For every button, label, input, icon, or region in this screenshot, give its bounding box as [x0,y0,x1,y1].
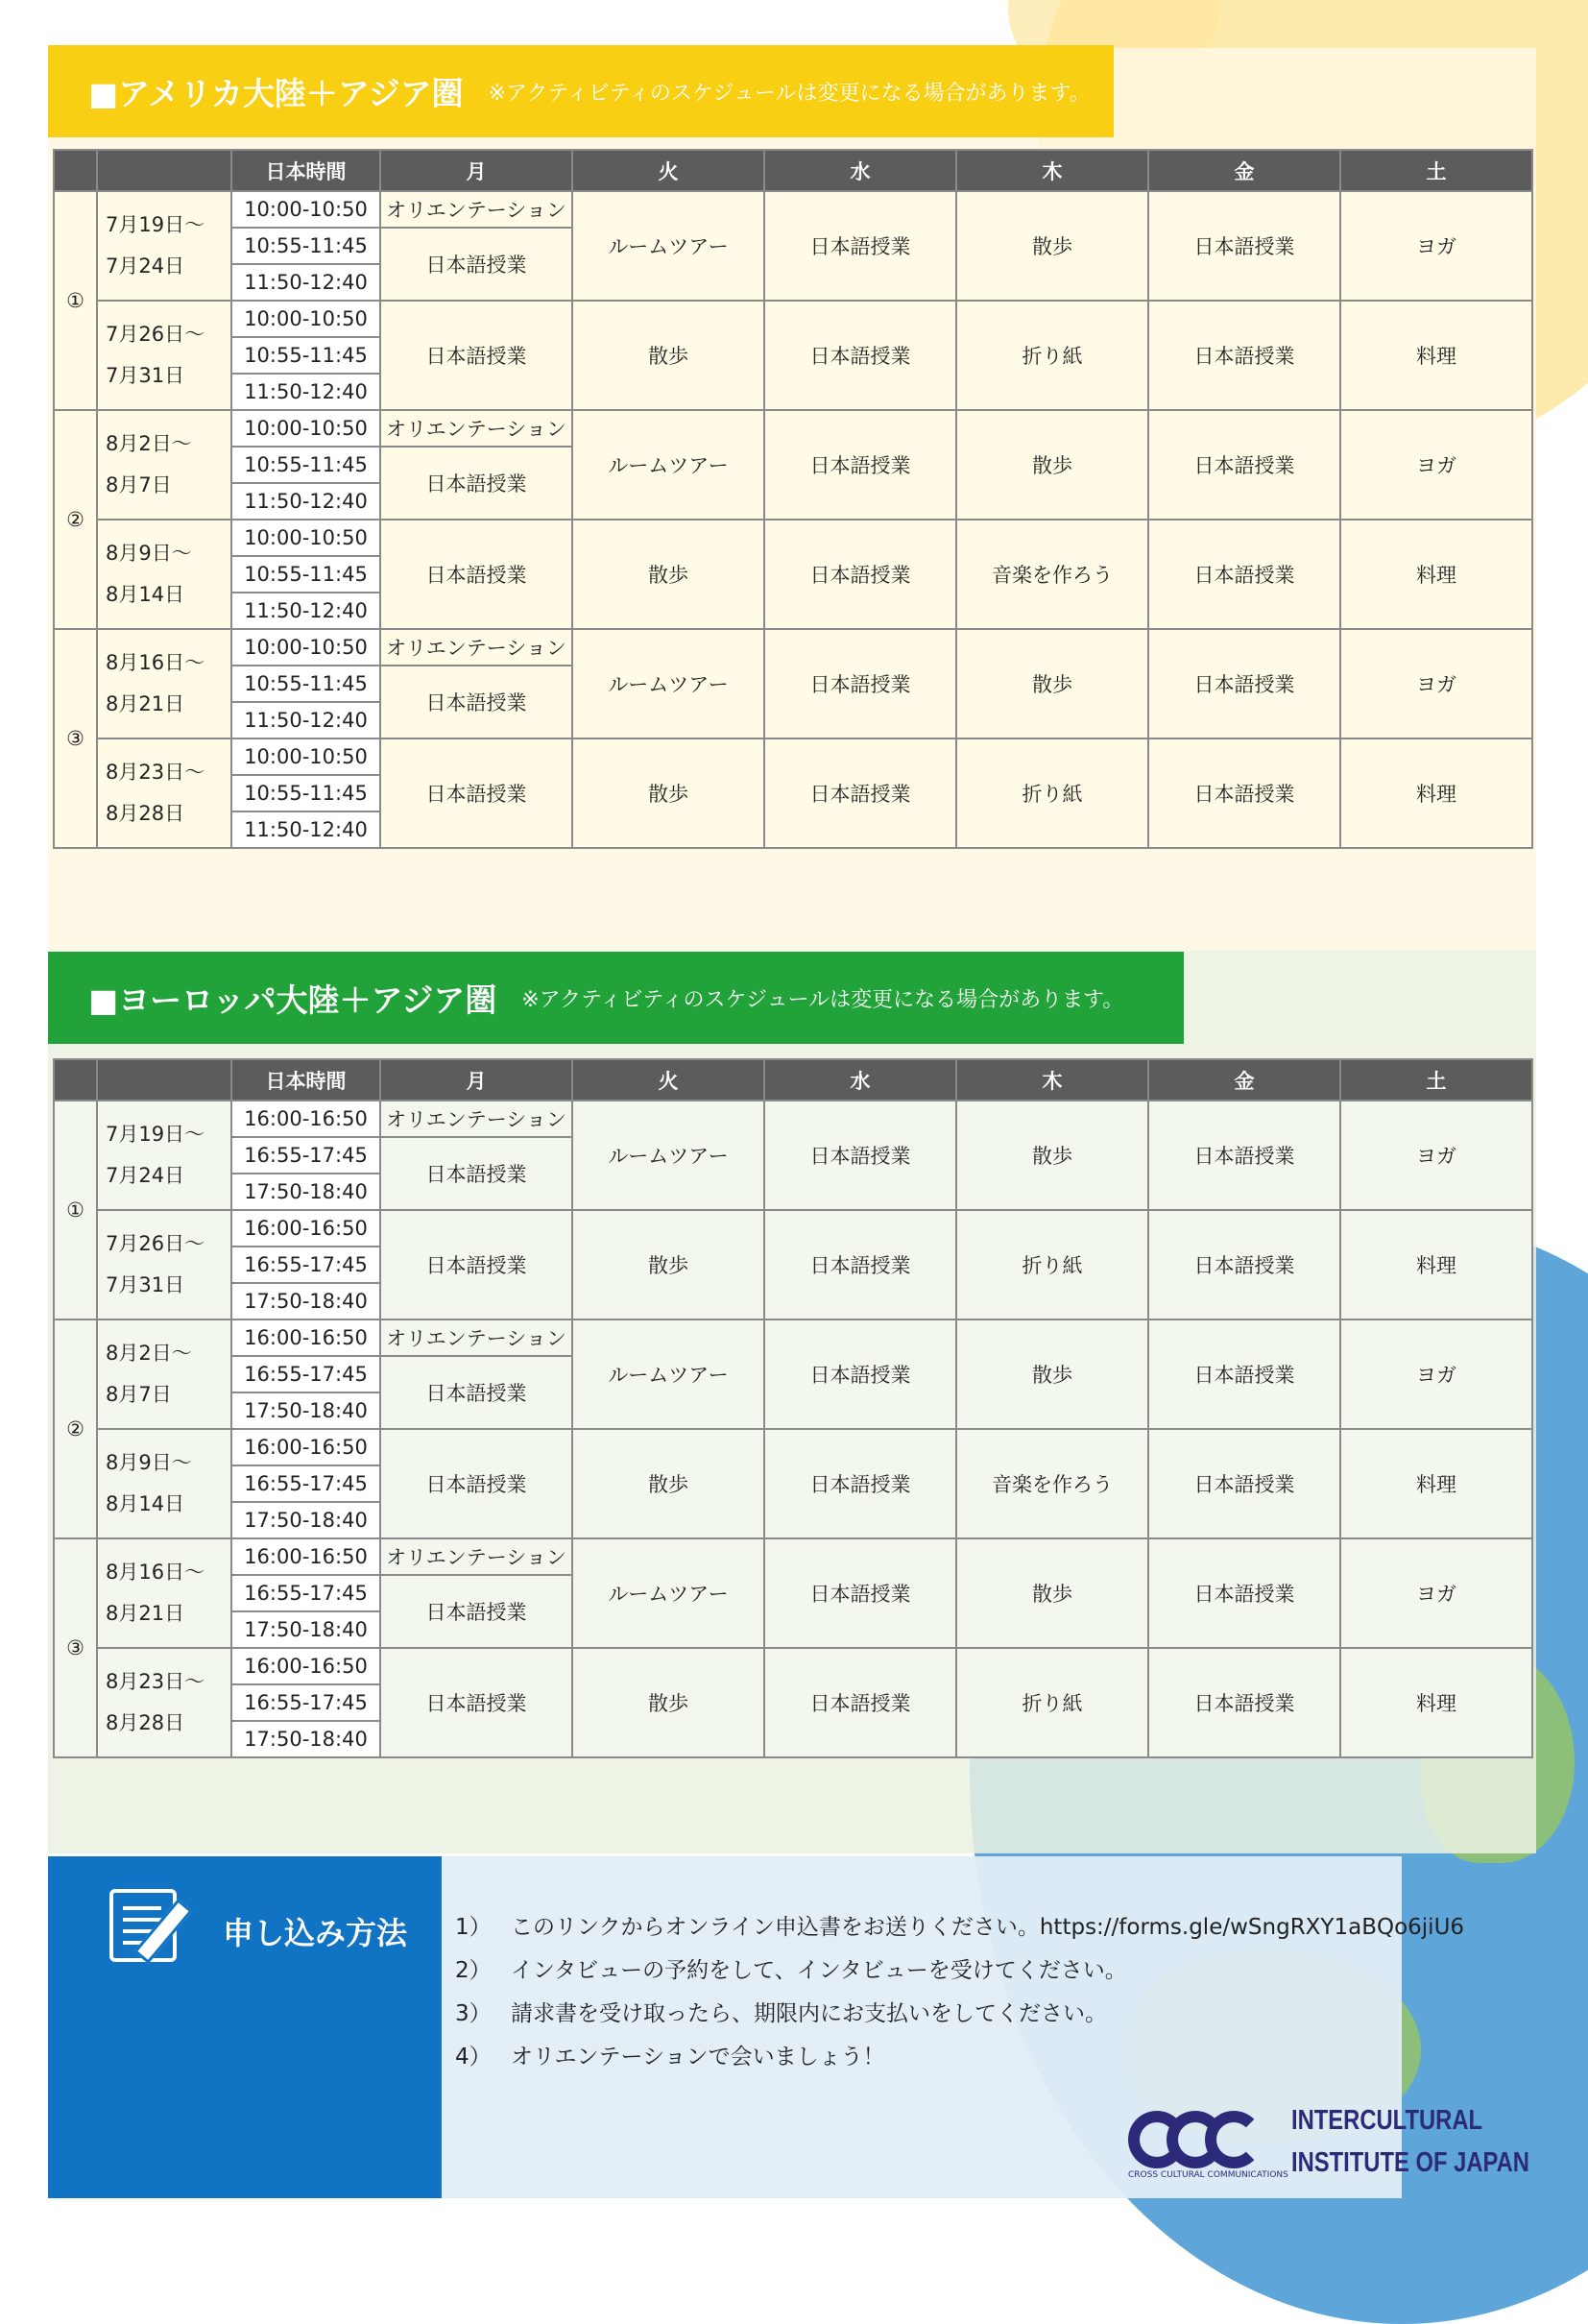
activity-orientation: オリエンテーション [380,1538,572,1575]
activity-mon: 日本語授業 [380,1575,572,1648]
apply-step [455,1952,1464,1996]
time-slot: 16:00-16:50 [231,1648,380,1684]
activity-thu: 音楽を作ろう [956,520,1148,629]
step-text: インタビューの予約をして、インタビューを受けてください。 [511,1958,1127,1983]
session-number: ③ [54,629,97,848]
activity-tue: ルームツアー [572,629,764,738]
week-start: 8月16日～ [106,651,205,674]
column-header: 火 [572,150,764,191]
week-dates [97,629,231,738]
activity-sat: 料理 [1340,1210,1532,1319]
activity-thu: 折り紙 [956,1648,1148,1757]
time-slot: 17:50-18:40 [231,1283,380,1319]
session-number: ③ [54,1538,97,1757]
time-slot: 10:00-10:50 [231,520,380,556]
activity-wed: 日本語授業 [764,1101,956,1210]
apply-step [455,1996,1464,2039]
time-slot: 10:00-10:50 [231,191,380,228]
column-header: 土 [1340,1059,1532,1101]
activity-thu: 散歩 [956,1319,1148,1429]
week-end: 7月24日 [106,1164,185,1187]
week-end: 8月21日 [106,692,185,715]
activity-fri: 日本語授業 [1148,191,1340,301]
week-start: 8月2日～ [106,432,192,455]
table-row [54,629,1532,666]
step-number: 2） [455,1958,492,1983]
activity-wed: 日本語授業 [764,301,956,410]
section-header-europe [48,952,1184,1044]
column-header: 木 [956,150,1148,191]
activity-mon: 日本語授業 [380,1648,572,1757]
time-slot: 10:00-10:50 [231,410,380,447]
apply-steps-list [455,1909,1464,2082]
time-slot: 17:50-18:40 [231,1502,380,1538]
step-number: 3） [455,2001,492,2026]
column-header: 金 [1148,150,1340,191]
section-note: ※アクティビティのスケジュールは変更になる場合があります。 [488,81,1091,106]
week-start: 8月23日～ [106,761,205,784]
step-text: 請求書を受け取ったら、期限内にお支払いをしてください。 [511,2001,1107,2026]
activity-mon: 日本語授業 [380,1210,572,1319]
table-row [54,520,1532,556]
time-slot: 16:55-17:45 [231,1137,380,1174]
activity-fri: 日本語授業 [1148,301,1340,410]
activity-wed: 日本語授業 [764,191,956,301]
week-dates [97,1319,231,1429]
week-end: 8月7日 [106,1383,172,1406]
header-blank [97,1059,231,1101]
activity-tue: ルームツアー [572,191,764,301]
time-slot: 16:55-17:45 [231,1465,380,1502]
activity-fri: 日本語授業 [1148,1429,1340,1538]
week-end: 8月14日 [106,1492,185,1515]
time-slot: 11:50-12:40 [231,593,380,629]
table-row [54,738,1532,775]
activity-wed: 日本語授業 [764,1319,956,1429]
activity-mon: 日本語授業 [380,1356,572,1429]
activity-sat: 料理 [1340,1648,1532,1757]
table-row [54,1429,1532,1465]
week-start: 7月26日～ [106,323,205,346]
week-dates [97,738,231,848]
time-slot: 16:00-16:50 [231,1210,380,1247]
column-header: 木 [956,1059,1148,1101]
activity-tue: 散歩 [572,1429,764,1538]
activity-fri: 日本語授業 [1148,1648,1340,1757]
session-number: ② [54,410,97,629]
activity-orientation: オリエンテーション [380,629,572,666]
time-slot: 17:50-18:40 [231,1721,380,1757]
week-end: 7月24日 [106,254,185,278]
time-slot: 17:50-18:40 [231,1611,380,1648]
activity-sat: 料理 [1340,738,1532,848]
activity-orientation: オリエンテーション [380,1101,572,1137]
activity-wed: 日本語授業 [764,520,956,629]
activity-tue: 散歩 [572,520,764,629]
week-start: 7月26日～ [106,1232,205,1255]
activity-mon: 日本語授業 [380,1137,572,1210]
week-end: 8月28日 [106,1711,185,1734]
activity-fri: 日本語授業 [1148,1538,1340,1648]
activity-sat: ヨガ [1340,1101,1532,1210]
apply-step [455,2039,1464,2082]
column-header: 土 [1340,150,1532,191]
week-start: 8月23日～ [106,1670,205,1693]
activity-thu: 散歩 [956,1538,1148,1648]
table-row [54,191,1532,228]
activity-tue: ルームツアー [572,1319,764,1429]
step-text: オリエンテーションで会いましょう！ [511,2045,885,2070]
header-blank [54,1059,97,1101]
activity-mon: 日本語授業 [380,520,572,629]
week-dates [97,1210,231,1319]
activity-fri: 日本語授業 [1148,738,1340,848]
week-dates [97,1101,231,1210]
column-header: 月 [380,1059,572,1101]
table-row [54,410,1532,447]
table-row [54,1648,1532,1684]
activity-mon: 日本語授業 [380,1429,572,1538]
table-row [54,1101,1532,1137]
week-dates [97,520,231,629]
time-slot: 11:50-12:40 [231,811,380,848]
week-start: 8月9日～ [106,1451,192,1474]
column-header: 火 [572,1059,764,1101]
week-end: 8月14日 [106,583,185,606]
time-slot: 10:55-11:45 [231,228,380,264]
activity-sat: 料理 [1340,301,1532,410]
time-slot: 16:00-16:50 [231,1319,380,1356]
time-slot: 16:55-17:45 [231,1247,380,1283]
activity-wed: 日本語授業 [764,1429,956,1538]
week-dates [97,1538,231,1648]
header-blank [97,150,231,191]
activity-mon: 日本語授業 [380,301,572,410]
activity-tue: 散歩 [572,738,764,848]
apply-step [455,1909,1464,1952]
activity-tue: 散歩 [572,1210,764,1319]
activity-thu: 散歩 [956,629,1148,738]
activity-sat: ヨガ [1340,410,1532,520]
column-header: 金 [1148,1059,1340,1101]
table-row [54,1210,1532,1247]
time-slot: 11:50-12:40 [231,374,380,410]
activity-thu: 折り紙 [956,301,1148,410]
activity-tue: ルームツアー [572,410,764,520]
time-slot: 10:00-10:50 [231,738,380,775]
session-number: ② [54,1319,97,1538]
activity-tue: ルームツアー [572,1101,764,1210]
week-dates [97,1648,231,1757]
time-slot: 16:55-17:45 [231,1684,380,1721]
activity-tue: 散歩 [572,1648,764,1757]
time-slot: 10:55-11:45 [231,666,380,702]
header-blank [54,150,97,191]
logo-subtext: CROSS CULTURAL COMMUNICATIONS [1128,2170,1288,2180]
week-end: 8月28日 [106,802,185,825]
activity-orientation: オリエンテーション [380,1319,572,1356]
section-header-americas [48,45,1114,137]
time-slot: 16:55-17:45 [231,1575,380,1611]
week-end: 8月7日 [106,473,172,496]
activity-tue: ルームツアー [572,1538,764,1648]
time-slot: 16:00-16:50 [231,1429,380,1465]
time-slot: 16:00-16:50 [231,1101,380,1137]
activity-orientation: オリエンテーション [380,191,572,228]
activity-thu: 散歩 [956,1101,1148,1210]
activity-mon: 日本語授業 [380,738,572,848]
activity-sat: 料理 [1340,1429,1532,1538]
activity-thu: 折り紙 [956,1210,1148,1319]
activity-wed: 日本語授業 [764,629,956,738]
time-slot: 11:50-12:40 [231,483,380,520]
activity-thu: 散歩 [956,410,1148,520]
logo-line2: INSTITUTE OF JAPAN [1291,2147,1529,2178]
week-dates [97,301,231,410]
logo-text [1291,2099,1529,2184]
activity-wed: 日本語授業 [764,738,956,848]
activity-sat: ヨガ [1340,1538,1532,1648]
step-number: 4） [455,2045,492,2070]
week-start: 8月16日～ [106,1561,205,1584]
week-end: 8月21日 [106,1602,185,1625]
schedule-table-europe [53,1058,1533,1758]
activity-tue: 散歩 [572,301,764,410]
week-end: 7月31日 [106,1273,185,1296]
apply-panel [48,1856,442,2198]
logo-line1: INTERCULTURAL [1291,2105,1483,2136]
step-text: このリンクからオンライン申込書をお送りください。https://forms.gle/wSngRXY1aBQo6jiU6 [511,1915,1465,1940]
activity-sat: ヨガ [1340,629,1532,738]
activity-fri: 日本語授業 [1148,1319,1340,1429]
section-note: ※アクティビティのスケジュールは変更になる場合があります。 [521,987,1124,1012]
column-header: 日本時間 [231,150,380,191]
activity-fri: 日本語授業 [1148,1101,1340,1210]
activity-thu: 散歩 [956,191,1148,301]
activity-sat: 料理 [1340,520,1532,629]
week-end: 7月31日 [106,364,185,387]
ccc-logo-icon [1128,2107,1282,2174]
activity-mon: 日本語授業 [380,228,572,301]
table-row [54,1538,1532,1575]
time-slot: 10:00-10:50 [231,301,380,337]
time-slot: 10:55-11:45 [231,337,380,374]
activity-orientation: オリエンテーション [380,410,572,447]
column-header: 水 [764,150,956,191]
apply-title: 申し込み方法 [223,1915,408,1951]
activity-mon: 日本語授業 [380,666,572,738]
week-dates [97,1429,231,1538]
activity-thu: 音楽を作ろう [956,1429,1148,1538]
activity-fri: 日本語授業 [1148,410,1340,520]
table-row [54,301,1532,337]
time-slot: 17:50-18:40 [231,1174,380,1210]
table-row [54,1319,1532,1356]
activity-sat: ヨガ [1340,191,1532,301]
time-slot: 10:55-11:45 [231,775,380,811]
time-slot: 10:55-11:45 [231,556,380,593]
column-header: 日本時間 [231,1059,380,1101]
schedule-table-americas [53,149,1533,849]
step-number: 1） [455,1915,492,1940]
activity-sat: ヨガ [1340,1319,1532,1429]
time-slot: 16:55-17:45 [231,1356,380,1392]
activity-fri: 日本語授業 [1148,629,1340,738]
activity-wed: 日本語授業 [764,1648,956,1757]
time-slot: 10:55-11:45 [231,447,380,483]
column-header: 水 [764,1059,956,1101]
activity-fri: 日本語授業 [1148,520,1340,629]
activity-wed: 日本語授業 [764,1210,956,1319]
time-slot: 11:50-12:40 [231,702,380,738]
time-slot: 17:50-18:40 [231,1392,380,1429]
time-slot: 11:50-12:40 [231,264,380,301]
activity-wed: 日本語授業 [764,1538,956,1648]
activity-thu: 折り紙 [956,738,1148,848]
week-dates [97,191,231,301]
activity-fri: 日本語授業 [1148,1210,1340,1319]
week-dates [97,410,231,520]
activity-wed: 日本語授業 [764,410,956,520]
session-number: ① [54,1101,97,1319]
session-number: ① [54,191,97,410]
week-start: 7月19日～ [106,213,205,236]
week-start: 7月19日～ [106,1123,205,1146]
time-slot: 16:00-16:50 [231,1538,380,1575]
week-start: 8月9日～ [106,542,192,565]
section-title: ■ヨーロッパ大陸＋アジア圏 [88,980,497,1019]
section-title: ■アメリカ大陸＋アジア圏 [88,74,464,112]
time-slot: 10:00-10:50 [231,629,380,666]
column-header: 月 [380,150,572,191]
activity-mon: 日本語授業 [380,447,572,520]
week-start: 8月2日～ [106,1342,192,1365]
